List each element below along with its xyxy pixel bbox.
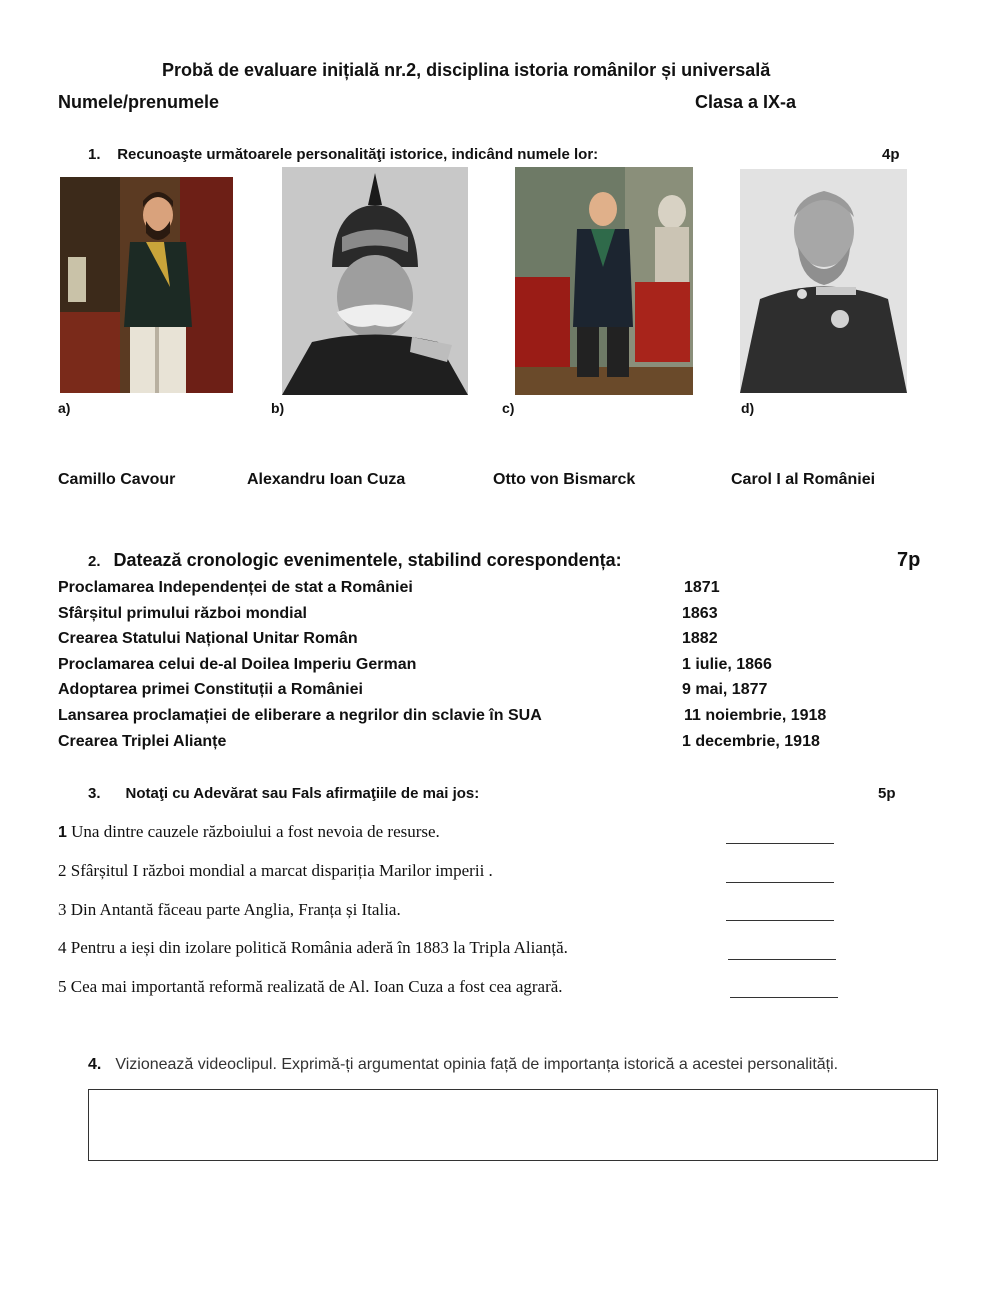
event-item: Crearea Triplei Alianțe <box>58 733 227 750</box>
statement-text: Din Antantă făceau parte Anglia, Franța și Italia. <box>70 900 401 919</box>
name-option: Camillo Cavour <box>58 471 176 488</box>
statement-item <box>58 822 440 842</box>
question-2-points: 7p <box>897 549 921 571</box>
statement-number: 4 <box>58 938 67 957</box>
event-item: Lansarea proclamației de eliberare a negrilor din sclavie în SUA <box>58 707 542 724</box>
event-item: Sfârșitul primului război mondial <box>58 605 307 622</box>
question-3-points: 5p <box>878 785 896 802</box>
statement-text: Pentru a ieși din izolare politică România aderă în 1883 la Tripla Alianță. <box>70 938 568 957</box>
portrait-c <box>515 167 693 395</box>
statement-number: 5 <box>58 977 67 996</box>
answer-textbox[interactable] <box>88 1089 938 1161</box>
answer-blank[interactable] <box>726 882 834 883</box>
question-4-prompt <box>88 1056 838 1074</box>
statement-text: Una dintre cauzele războiului a fost nevoia de resurse. <box>71 822 440 841</box>
portrait-d <box>740 169 907 393</box>
portrait-c-label: c) <box>502 400 515 416</box>
event-item: Proclamarea Independenței de stat a României <box>58 579 413 596</box>
statement-text: Sfârșitul I război mondial a marcat dispariția Marilor imperii . <box>70 861 493 880</box>
question-3-number: 3. <box>88 785 101 802</box>
statement-text: Cea mai importantă reformă realizată de Al. Ioan Cuza a fost cea agrară. <box>70 977 563 996</box>
portrait-b-image <box>282 167 468 395</box>
student-name-label: Numele/prenumele <box>58 92 220 112</box>
date-item: 1863 <box>682 605 718 622</box>
date-item: 11 noiembrie, 1918 <box>684 707 827 724</box>
portrait-b <box>282 167 468 395</box>
question-1-prompt <box>88 146 598 163</box>
question-1-number: 1. <box>88 146 101 163</box>
page-title: Probă de evaluare inițială nr.2, disciplina istoria românilor și universală <box>162 60 771 80</box>
statement-number: 1 <box>58 824 67 841</box>
name-option: Alexandru Ioan Cuza <box>247 471 406 488</box>
answer-blank[interactable] <box>730 997 838 998</box>
date-item: 9 mai, 1877 <box>682 681 768 698</box>
question-1-text: Recunoaşte următoarele personalităţi istorice, indicând numele lor: <box>117 146 599 163</box>
question-1-points: 4p <box>882 146 900 163</box>
question-4-text: Vizionează videoclipul. Exprimă-ți argumentat opinia față de importanța istorică a acestei personalități. <box>115 1056 839 1073</box>
portrait-a-image <box>60 177 233 393</box>
question-2-prompt <box>88 550 622 571</box>
event-item: Proclamarea celui de-al Doilea Imperiu German <box>58 656 417 673</box>
name-option: Carol I al României <box>731 471 876 488</box>
statement-item <box>58 900 401 920</box>
portrait-d-image <box>740 169 907 393</box>
statement-number: 2 <box>58 861 67 880</box>
portrait-c-image <box>515 167 693 395</box>
event-item: Crearea Statului Național Unitar Român <box>58 630 358 647</box>
portrait-d-label: d) <box>741 400 755 416</box>
event-item: Adoptarea primei Constituții a României <box>58 681 363 698</box>
answer-blank[interactable] <box>726 843 834 844</box>
date-item: 1882 <box>682 630 718 647</box>
date-item: 1871 <box>684 579 720 596</box>
question-3-text: Notaţi cu Adevărat sau Fals afirmaţiile de mai jos: <box>125 785 480 802</box>
question-2-number: 2. <box>88 553 101 570</box>
statement-item <box>58 938 568 958</box>
question-2-text: Datează cronologic evenimentele, stabilind corespondența: <box>113 550 622 570</box>
answer-blank[interactable] <box>728 959 836 960</box>
portrait-a-label: a) <box>58 400 71 416</box>
date-item: 1 decembrie, 1918 <box>682 733 820 750</box>
statement-number: 3 <box>58 900 67 919</box>
statement-item <box>58 977 563 997</box>
answer-blank[interactable] <box>726 920 834 921</box>
question-3-prompt <box>88 785 479 802</box>
name-option: Otto von Bismarck <box>493 471 636 488</box>
statement-item <box>58 861 493 881</box>
portrait-b-label: b) <box>271 400 285 416</box>
portrait-a <box>60 177 233 393</box>
date-item: 1 iulie, 1866 <box>682 656 772 673</box>
class-label: Clasa a IX-a <box>695 92 797 112</box>
question-4-number: 4. <box>88 1056 102 1073</box>
